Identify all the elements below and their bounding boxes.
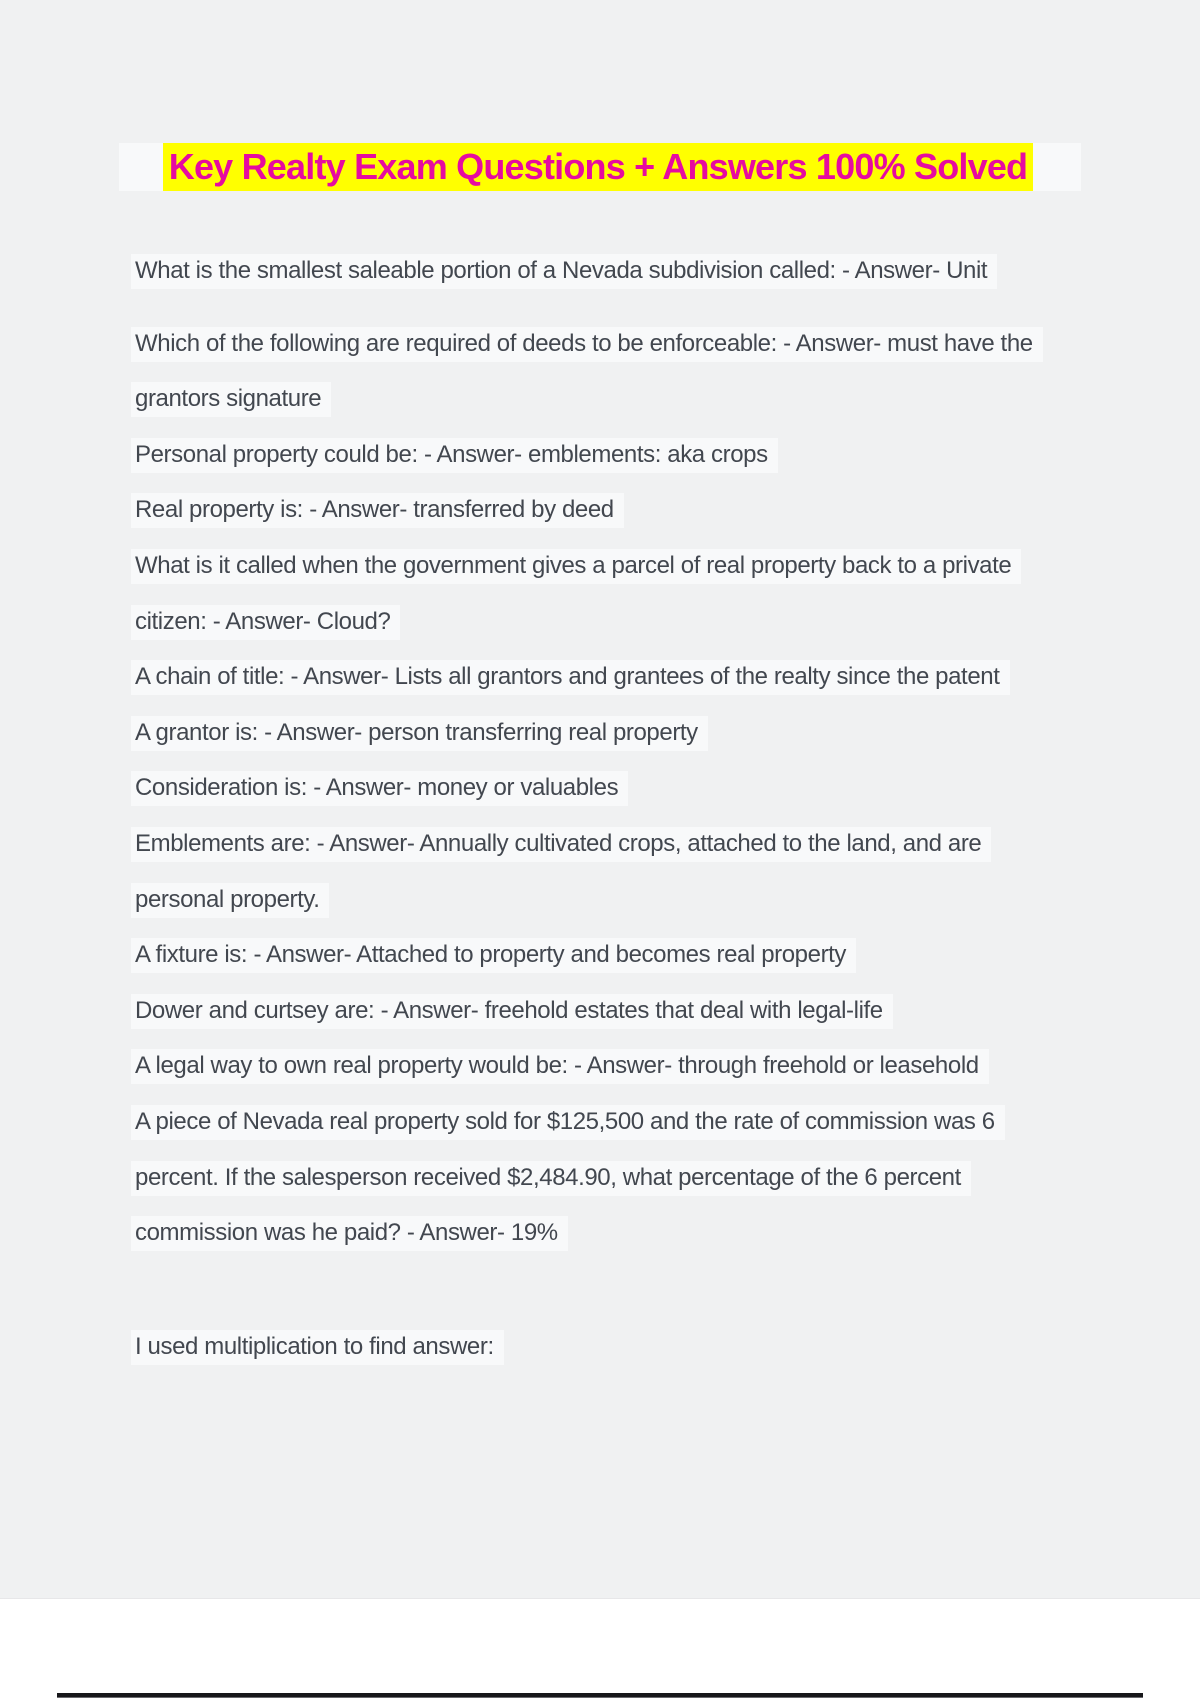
text-line (131, 482, 1200, 538)
text-line (131, 538, 1200, 594)
text-line-content: What is it called when the government gives a parcel of real property back to a private (131, 549, 1021, 584)
text-line-content: grantors signature (131, 382, 331, 417)
text-line-content: I used multiplication to find answer: (131, 1330, 504, 1365)
document-lines (0, 243, 1200, 1374)
text-line (131, 872, 1200, 928)
text-line (131, 983, 1200, 1039)
text-line-content: Personal property could be: - Answer- emblements: aka crops (131, 438, 778, 473)
text-line-content: A grantor is: - Answer- person transferring real property (131, 716, 708, 751)
title-row (0, 0, 1200, 191)
title-highlight-backing (119, 143, 1081, 191)
text-line (131, 316, 1200, 372)
text-line-content: personal property. (131, 883, 329, 918)
document-title: Key Realty Exam Questions + Answers 100% Solved (163, 143, 1033, 191)
text-line-content: Consideration is: - Answer- money or valuables (131, 771, 628, 806)
text-line (131, 371, 1200, 427)
text-line (131, 649, 1200, 705)
text-line (131, 1094, 1200, 1150)
text-line (131, 1205, 1200, 1261)
text-line-content: citizen: - Answer- Cloud? (131, 605, 400, 640)
text-line-content: A piece of Nevada real property sold for $125,500 and the rate of commission was 6 (131, 1105, 1005, 1140)
text-line (131, 927, 1200, 983)
text-line-content: Real property is: - Answer- transferred by deed (131, 493, 624, 528)
text-line-content: percent. If the salesperson received $2,484.90, what percentage of the 6 percent (131, 1161, 971, 1196)
text-line (131, 1319, 1200, 1375)
text-line-content: A fixture is: - Answer- Attached to property and becomes real property (131, 938, 856, 973)
text-line (131, 594, 1200, 650)
text-line (131, 760, 1200, 816)
text-line (131, 427, 1200, 483)
text-line-content: commission was he paid? - Answer- 19% (131, 1216, 568, 1251)
text-line-content: What is the smallest saleable portion of a Nevada subdivision called: - Answer- Unit (131, 254, 997, 289)
text-line-content: A legal way to own real property would be: - Answer- through freehold or leasehold (131, 1049, 989, 1084)
text-line-content: Dower and curtsey are: - Answer- freehold estates that deal with legal-life (131, 994, 893, 1029)
text-line (131, 705, 1200, 761)
text-line (131, 816, 1200, 872)
footer-divider-line (57, 1693, 1143, 1698)
text-line-content: Emblements are: - Answer- Annually cultivated crops, attached to the land, and are (131, 827, 991, 862)
text-line (131, 1150, 1200, 1206)
text-line (131, 243, 1200, 299)
text-line-content: Which of the following are required of deeds to be enforceable: - Answer- must have the (131, 327, 1043, 362)
text-line-content: A chain of title: - Answer- Lists all grantors and grantees of the realty since the patent (131, 660, 1010, 695)
text-line (131, 1038, 1200, 1094)
